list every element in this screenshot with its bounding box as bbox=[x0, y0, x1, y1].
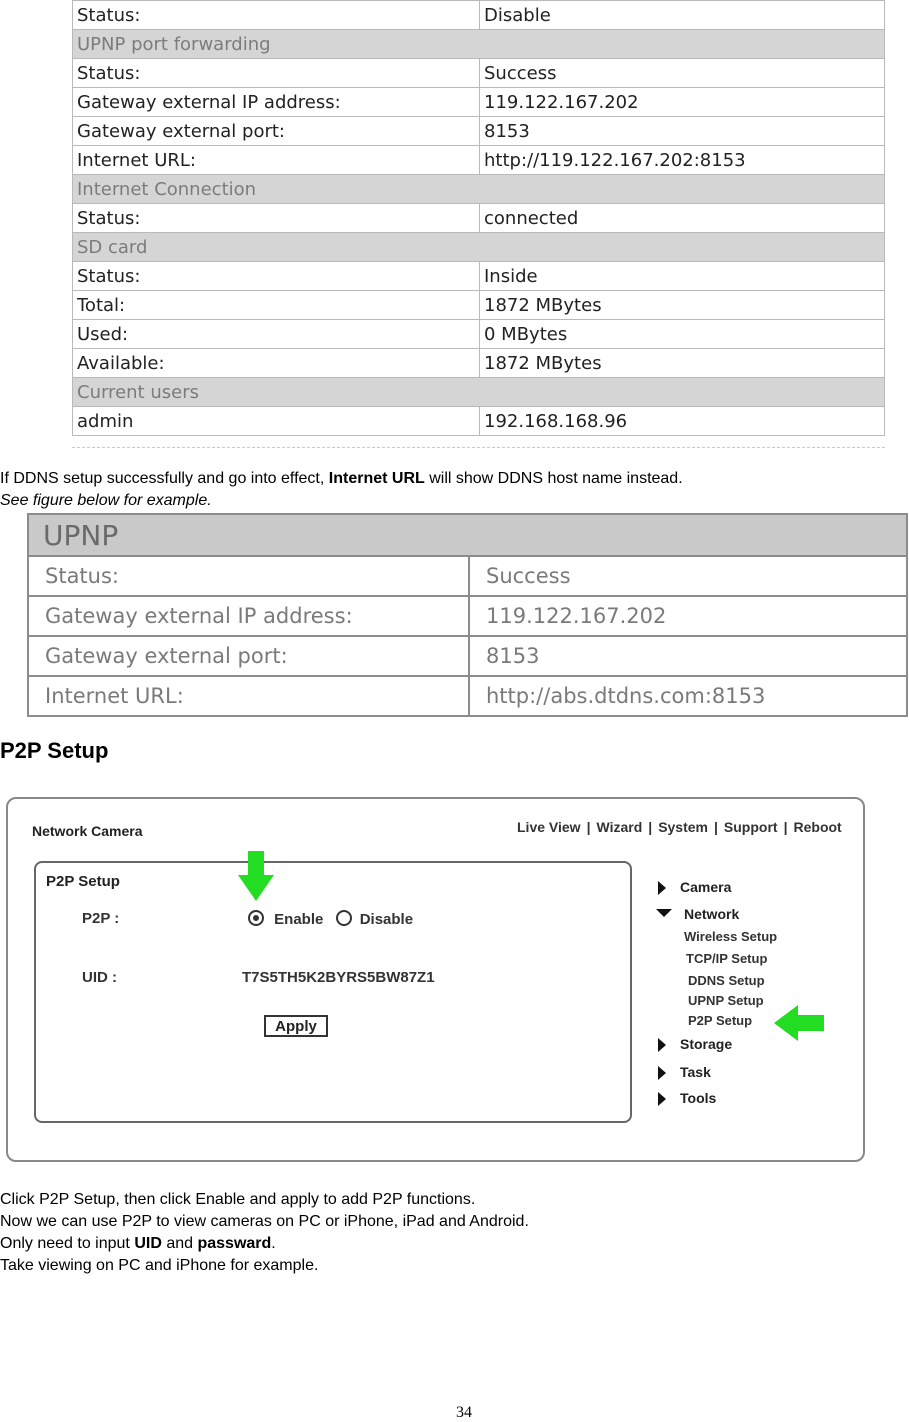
expand-arrow-icon bbox=[658, 1092, 666, 1106]
table-row bbox=[73, 204, 885, 233]
status-value: Inside bbox=[480, 262, 885, 291]
status-value: 119.122.167.202 bbox=[480, 88, 885, 117]
status-value: 192.168.168.96 bbox=[480, 407, 885, 436]
menu-network[interactable]: Network bbox=[656, 906, 739, 922]
uid-label: UID : bbox=[82, 969, 117, 986]
section-heading: P2P Setup bbox=[0, 738, 109, 763]
ddns-note-text: If DDNS setup successfully and go into effect, bbox=[0, 470, 329, 487]
table-row bbox=[73, 407, 885, 436]
status-label: admin bbox=[73, 407, 480, 436]
password-bold: passward bbox=[197, 1235, 272, 1252]
status-section-header: UPNP port forwarding bbox=[73, 30, 885, 59]
status-value: 1872 MBytes bbox=[480, 349, 885, 378]
table-row bbox=[73, 349, 885, 378]
panel-title: P2P Setup bbox=[46, 873, 120, 890]
nav-live-view[interactable]: Live View bbox=[517, 819, 581, 835]
p2p-radio-group bbox=[248, 910, 413, 928]
upnp-label: Internet URL: bbox=[28, 676, 469, 716]
disable-radio[interactable] bbox=[336, 910, 352, 926]
upnp-value: 119.122.167.202 bbox=[469, 596, 907, 636]
status-label: Gateway external IP address: bbox=[73, 88, 480, 117]
instruction-line: Only need to input bbox=[0, 1235, 135, 1252]
menu-storage[interactable]: Storage bbox=[658, 1036, 732, 1052]
expand-arrow-icon bbox=[658, 881, 666, 895]
instruction-line: Now we can use P2P to view cameras on PC or iPhone, iPad and Android. bbox=[0, 1213, 529, 1230]
expand-arrow-icon bbox=[658, 1038, 666, 1052]
status-value: 1872 MBytes bbox=[480, 291, 885, 320]
status-label: Status: bbox=[73, 262, 480, 291]
status-label: Status: bbox=[73, 59, 480, 88]
instruction-line: Take viewing on PC and iPhone for example. bbox=[0, 1257, 319, 1274]
status-table bbox=[72, 0, 885, 436]
menu-upnp-setup[interactable]: UPNP Setup bbox=[688, 993, 764, 1008]
status-section-header: Internet Connection bbox=[73, 175, 885, 204]
table-row bbox=[73, 88, 885, 117]
enable-label: Enable bbox=[274, 911, 324, 928]
status-value: 8153 bbox=[480, 117, 885, 146]
table-row bbox=[73, 291, 885, 320]
status-label: Gateway external port: bbox=[73, 117, 480, 146]
status-value: Success bbox=[480, 59, 885, 88]
apply-button[interactable]: Apply bbox=[264, 1015, 328, 1037]
top-nav: Live View | Wizard | System | Support | Reboot bbox=[517, 819, 842, 835]
collapse-arrow-icon bbox=[656, 909, 672, 917]
status-value: 0 MBytes bbox=[480, 320, 885, 349]
menu-p2p-setup[interactable]: P2P Setup bbox=[688, 1013, 753, 1028]
menu-wireless-setup[interactable]: Wireless Setup bbox=[684, 929, 778, 944]
table-row bbox=[73, 175, 885, 204]
ddns-note bbox=[0, 468, 683, 512]
table-row bbox=[73, 1, 885, 30]
table-row bbox=[73, 117, 885, 146]
nav-wizard[interactable]: Wizard bbox=[596, 819, 643, 835]
status-section-header: SD card bbox=[73, 233, 885, 262]
upnp-label: Gateway external port: bbox=[28, 636, 469, 676]
upnp-label: Status: bbox=[28, 556, 469, 596]
status-label: Used: bbox=[73, 320, 480, 349]
camera-ui-window bbox=[6, 797, 865, 1162]
menu-tcpip-setup[interactable]: TCP/IP Setup bbox=[686, 951, 768, 966]
nav-system[interactable]: System bbox=[658, 819, 708, 835]
p2p-label: P2P : bbox=[82, 910, 120, 927]
p2p-setup-panel bbox=[34, 861, 632, 1123]
table-row bbox=[73, 262, 885, 291]
status-label: Internet URL: bbox=[73, 146, 480, 175]
table-row bbox=[73, 233, 885, 262]
status-value: http://119.122.167.202:8153 bbox=[480, 146, 885, 175]
instruction-line: Click P2P Setup, then click Enable and apply to add P2P functions. bbox=[0, 1191, 476, 1208]
upnp-label: Gateway external IP address: bbox=[28, 596, 469, 636]
table-row bbox=[73, 30, 885, 59]
camera-app-title: Network Camera bbox=[32, 823, 143, 839]
status-section-header: Current users bbox=[73, 378, 885, 407]
uid-bold: UID bbox=[134, 1235, 162, 1252]
uid-value: T7S5TH5K2BYRS5BW87Z1 bbox=[242, 969, 435, 986]
menu-task[interactable]: Task bbox=[658, 1064, 711, 1080]
nav-reboot[interactable]: Reboot bbox=[793, 819, 842, 835]
nav-support[interactable]: Support bbox=[723, 819, 778, 835]
table-row bbox=[73, 146, 885, 175]
upnp-value: Success bbox=[469, 556, 907, 596]
ddns-note-text-end: will show DDNS host name instead. bbox=[424, 470, 683, 487]
menu-camera[interactable]: Camera bbox=[658, 879, 731, 895]
expand-arrow-icon bbox=[658, 1066, 666, 1080]
upnp-value: 8153 bbox=[469, 636, 907, 676]
upnp-header: UPNP bbox=[28, 514, 907, 556]
green-down-arrow-icon bbox=[236, 851, 276, 903]
ddns-note-bold: Internet URL bbox=[328, 470, 425, 487]
green-left-arrow-icon bbox=[774, 1005, 826, 1041]
menu-ddns-setup[interactable]: DDNS Setup bbox=[688, 973, 765, 988]
table-row bbox=[73, 378, 885, 407]
menu-tools[interactable]: Tools bbox=[658, 1090, 716, 1106]
upnp-value: http://abs.dtdns.com:8153 bbox=[469, 676, 907, 716]
instructions: Click P2P Setup, then click Enable and apply to add P2P functions. Now we can use P2P to view cameras on PC or iPhone, iPad and Android. Only need to input UID and passward. Take viewing on PC and iPhone for example. bbox=[0, 1191, 529, 1274]
status-value: connected bbox=[480, 204, 885, 233]
enable-radio[interactable] bbox=[248, 910, 264, 926]
page-number: 34 bbox=[456, 1404, 472, 1421]
table-row bbox=[73, 320, 885, 349]
status-value: Disable bbox=[480, 1, 885, 30]
disable-label: Disable bbox=[359, 911, 414, 928]
status-label: Status: bbox=[73, 1, 480, 30]
status-label: Available: bbox=[73, 349, 480, 378]
table-row bbox=[73, 59, 885, 88]
cropped-edge bbox=[72, 447, 885, 451]
upnp-table bbox=[27, 513, 908, 717]
status-label: Status: bbox=[73, 204, 480, 233]
status-label: Total: bbox=[73, 291, 480, 320]
ddns-note-example: See figure below for example. bbox=[0, 492, 212, 509]
